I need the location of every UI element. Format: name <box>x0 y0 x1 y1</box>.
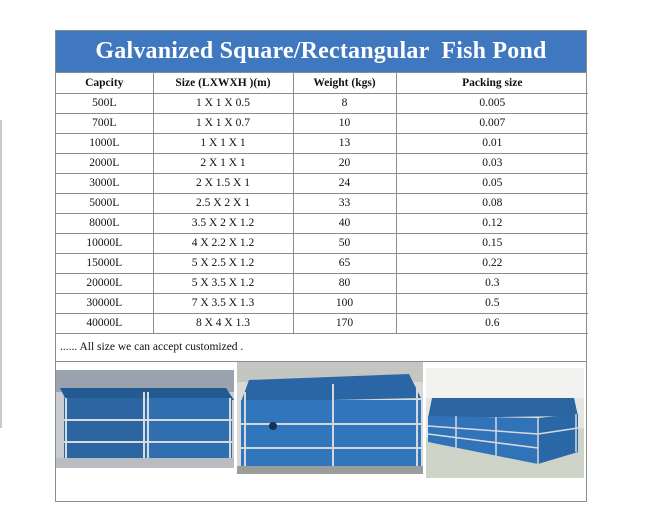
packing-size-cell: 0.08 <box>396 193 588 213</box>
packing-size-cell: 0.22 <box>396 253 588 273</box>
weight-cell: 13 <box>293 133 396 153</box>
header-packing-size: Packing size <box>396 73 588 93</box>
packing-size-cell: 0.3 <box>396 273 588 293</box>
customization-note: ...... All size we can accept customized . <box>56 334 586 362</box>
size-cell: 1 X 1 X 0.7 <box>153 113 293 133</box>
size-cell: 2 X 1 X 1 <box>153 153 293 173</box>
size-cell: 1 X 1 X 1 <box>153 133 293 153</box>
size-cell: 2 X 1.5 X 1 <box>153 173 293 193</box>
packing-size-cell: 0.05 <box>396 173 588 193</box>
weight-cell: 20 <box>293 153 396 173</box>
product-photo-3 <box>426 368 584 478</box>
packing-size-cell: 0.03 <box>396 153 588 173</box>
spec-table <box>56 73 588 334</box>
weight-cell: 40 <box>293 213 396 233</box>
product-photo-2 <box>237 362 423 474</box>
capacity-cell: 5000L <box>56 193 153 213</box>
table-row <box>56 293 588 313</box>
capacity-cell: 8000L <box>56 213 153 233</box>
product-spec-sheet <box>55 30 587 502</box>
size-cell: 5 X 2.5 X 1.2 <box>153 253 293 273</box>
size-cell: 7 X 3.5 X 1.3 <box>153 293 293 313</box>
table-row <box>56 113 588 133</box>
left-page-edge <box>0 120 2 428</box>
capacity-cell: 700L <box>56 113 153 133</box>
capacity-cell: 20000L <box>56 273 153 293</box>
weight-cell: 24 <box>293 173 396 193</box>
table-row <box>56 273 588 293</box>
capacity-cell: 15000L <box>56 253 153 273</box>
sheet-title: Galvanized Square/Rectangular Fish Pond <box>56 31 586 73</box>
capacity-cell: 2000L <box>56 153 153 173</box>
capacity-cell: 10000L <box>56 233 153 253</box>
table-row <box>56 313 588 333</box>
weight-cell: 8 <box>293 93 396 113</box>
capacity-cell: 30000L <box>56 293 153 313</box>
size-cell: 8 X 4 X 1.3 <box>153 313 293 333</box>
table-row <box>56 233 588 253</box>
capacity-cell: 1000L <box>56 133 153 153</box>
size-cell: 2.5 X 2 X 1 <box>153 193 293 213</box>
header-weight: Weight (kgs) <box>293 73 396 93</box>
header-size: Size (LXWXH )(m) <box>153 73 293 93</box>
table-body <box>56 93 588 333</box>
weight-cell: 10 <box>293 113 396 133</box>
packing-size-cell: 0.5 <box>396 293 588 313</box>
packing-size-cell: 0.007 <box>396 113 588 133</box>
packing-size-cell: 0.005 <box>396 93 588 113</box>
size-cell: 3.5 X 2 X 1.2 <box>153 213 293 233</box>
weight-cell: 100 <box>293 293 396 313</box>
capacity-cell: 500L <box>56 93 153 113</box>
weight-cell: 170 <box>293 313 396 333</box>
table-row <box>56 193 588 213</box>
weight-cell: 65 <box>293 253 396 273</box>
size-cell: 1 X 1 X 0.5 <box>153 93 293 113</box>
capacity-cell: 3000L <box>56 173 153 193</box>
packing-size-cell: 0.01 <box>396 133 588 153</box>
weight-cell: 33 <box>293 193 396 213</box>
packing-size-cell: 0.6 <box>396 313 588 333</box>
product-photo-1 <box>56 370 234 468</box>
table-row <box>56 93 588 113</box>
weight-cell: 80 <box>293 273 396 293</box>
product-photos <box>56 362 586 492</box>
size-cell: 4 X 2.2 X 1.2 <box>153 233 293 253</box>
table-row <box>56 253 588 273</box>
packing-size-cell: 0.12 <box>396 213 588 233</box>
size-cell: 5 X 3.5 X 1.2 <box>153 273 293 293</box>
header-capacity: Capcity <box>56 73 153 93</box>
weight-cell: 50 <box>293 233 396 253</box>
table-row <box>56 133 588 153</box>
table-row <box>56 173 588 193</box>
capacity-cell: 40000L <box>56 313 153 333</box>
table-header-row <box>56 73 588 93</box>
table-row <box>56 153 588 173</box>
table-row <box>56 213 588 233</box>
packing-size-cell: 0.15 <box>396 233 588 253</box>
